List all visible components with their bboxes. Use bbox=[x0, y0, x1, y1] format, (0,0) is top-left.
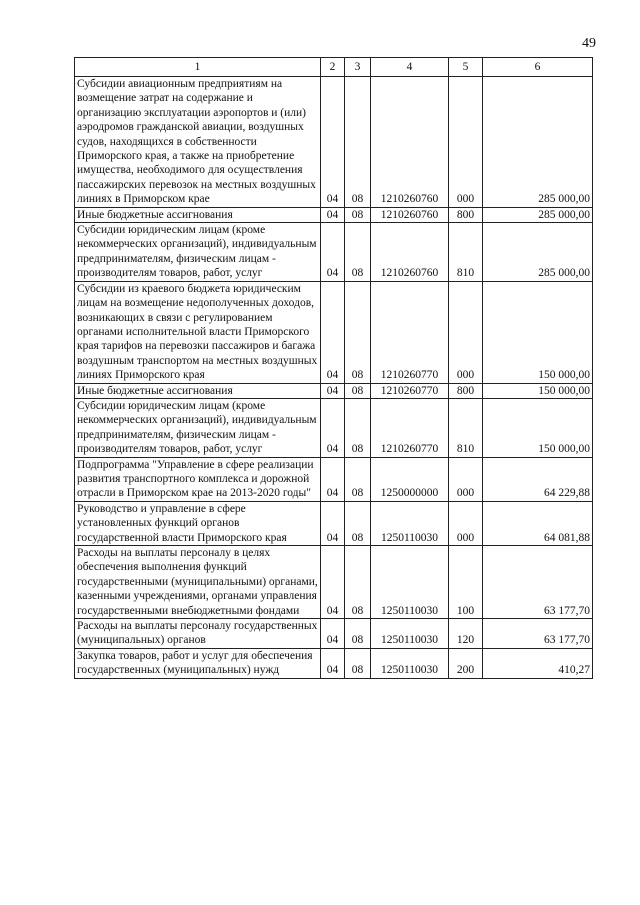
section-code-cell: 04 bbox=[321, 207, 345, 222]
expense-type-code-cell: 120 bbox=[449, 619, 483, 649]
expense-type-code-cell: 810 bbox=[449, 398, 483, 457]
item-name-cell: Руководство и управление в сфере установленных функций органов государственной власти Приморского края bbox=[75, 501, 321, 545]
target-article-code-cell: 1250110030 bbox=[371, 648, 449, 678]
subsection-code-cell: 08 bbox=[345, 77, 371, 208]
expense-type-code-cell: 200 bbox=[449, 648, 483, 678]
table-row bbox=[75, 619, 593, 649]
section-code-cell: 04 bbox=[321, 77, 345, 208]
table-header-row bbox=[75, 58, 593, 77]
amount-cell: 63 177,70 bbox=[483, 546, 593, 619]
target-article-code-cell: 1250110030 bbox=[371, 546, 449, 619]
table-row bbox=[75, 648, 593, 678]
amount-cell: 285 000,00 bbox=[483, 207, 593, 222]
item-name-cell: Расходы на выплаты персоналу государственных (муниципальных) органов bbox=[75, 619, 321, 649]
target-article-code-cell: 1210260770 bbox=[371, 398, 449, 457]
amount-cell: 63 177,70 bbox=[483, 619, 593, 649]
item-name-cell: Субсидии из краевого бюджета юридическим лицам на возмещение недополученных доходов, возникающих в связи с регулированием органами исполнительной власти Приморского края тарифов на перевозки пассажиров и багажа воздушным транспортом на местных воздушных линиях Приморского края bbox=[75, 281, 321, 383]
section-code-cell: 04 bbox=[321, 648, 345, 678]
subsection-code-cell: 08 bbox=[345, 383, 371, 398]
page-number: 49 bbox=[582, 36, 596, 51]
section-code-cell: 04 bbox=[321, 457, 345, 501]
target-article-code-cell: 1250110030 bbox=[371, 501, 449, 545]
item-name-cell: Расходы на выплаты персоналу в целях обеспечения выполнения функций государственными (муниципальными) органами, казенными учреждениями, органами управления государственными внебюджетными фондами bbox=[75, 546, 321, 619]
table-body bbox=[75, 77, 593, 679]
expense-type-code-cell: 000 bbox=[449, 457, 483, 501]
amount-cell: 285 000,00 bbox=[483, 223, 593, 282]
budget-table bbox=[74, 57, 593, 679]
table-row bbox=[75, 457, 593, 501]
amount-cell: 410,27 bbox=[483, 648, 593, 678]
column-header: 4 bbox=[371, 58, 449, 77]
section-code-cell: 04 bbox=[321, 619, 345, 649]
expense-type-code-cell: 000 bbox=[449, 501, 483, 545]
expense-type-code-cell: 800 bbox=[449, 207, 483, 222]
subsection-code-cell: 08 bbox=[345, 223, 371, 282]
section-code-cell: 04 bbox=[321, 501, 345, 545]
expense-type-code-cell: 800 bbox=[449, 383, 483, 398]
subsection-code-cell: 08 bbox=[345, 619, 371, 649]
subsection-code-cell: 08 bbox=[345, 501, 371, 545]
target-article-code-cell: 1210260760 bbox=[371, 223, 449, 282]
column-header: 3 bbox=[345, 58, 371, 77]
expense-type-code-cell: 000 bbox=[449, 281, 483, 383]
subsection-code-cell: 08 bbox=[345, 207, 371, 222]
target-article-code-cell: 1250000000 bbox=[371, 457, 449, 501]
section-code-cell: 04 bbox=[321, 398, 345, 457]
table-row bbox=[75, 281, 593, 383]
table-row bbox=[75, 383, 593, 398]
table-row bbox=[75, 223, 593, 282]
column-header: 5 bbox=[449, 58, 483, 77]
amount-cell: 64 081,88 bbox=[483, 501, 593, 545]
subsection-code-cell: 08 bbox=[345, 546, 371, 619]
item-name-cell: Иные бюджетные ассигнования bbox=[75, 383, 321, 398]
target-article-code-cell: 1210260770 bbox=[371, 281, 449, 383]
section-code-cell: 04 bbox=[321, 383, 345, 398]
expense-type-code-cell: 810 bbox=[449, 223, 483, 282]
subsection-code-cell: 08 bbox=[345, 398, 371, 457]
item-name-cell: Иные бюджетные ассигнования bbox=[75, 207, 321, 222]
table-row bbox=[75, 207, 593, 222]
amount-cell: 150 000,00 bbox=[483, 398, 593, 457]
column-header: 2 bbox=[321, 58, 345, 77]
target-article-code-cell: 1210260760 bbox=[371, 77, 449, 208]
item-name-cell: Субсидии юридическим лицам (кроме некоммерческих организаций), индивидуальным предпринимателям, физическим лицам - производителям товаров, работ, услуг bbox=[75, 223, 321, 282]
target-article-code-cell: 1250110030 bbox=[371, 619, 449, 649]
subsection-code-cell: 08 bbox=[345, 457, 371, 501]
item-name-cell: Субсидии юридическим лицам (кроме некоммерческих организаций), индивидуальным предпринимателям, физическим лицам - производителям товаров, работ, услуг bbox=[75, 398, 321, 457]
target-article-code-cell: 1210260760 bbox=[371, 207, 449, 222]
amount-cell: 64 229,88 bbox=[483, 457, 593, 501]
target-article-code-cell: 1210260770 bbox=[371, 383, 449, 398]
section-code-cell: 04 bbox=[321, 546, 345, 619]
subsection-code-cell: 08 bbox=[345, 281, 371, 383]
column-header: 6 bbox=[483, 58, 593, 77]
item-name-cell: Субсидии авиационным предприятиям на возмещение затрат на содержание и организацию эксплуатации аэропортов и (или) аэродромов гражданской авиации, воздушных судов, находящихся в собственности Приморского края, а также на приобретение имущества, необходимого для осуществления пассажирских перевозок на местных воздушных линиях в Приморском крае bbox=[75, 77, 321, 208]
amount-cell: 150 000,00 bbox=[483, 383, 593, 398]
table-row bbox=[75, 501, 593, 545]
item-name-cell: Закупка товаров, работ и услуг для обеспечения государственных (муниципальных) нужд bbox=[75, 648, 321, 678]
item-name-cell: Подпрограмма "Управление в сфере реализации развития транспортного комплекса и дорожной отрасли в Приморском крае на 2013-2020 годы" bbox=[75, 457, 321, 501]
amount-cell: 150 000,00 bbox=[483, 281, 593, 383]
section-code-cell: 04 bbox=[321, 223, 345, 282]
table-row bbox=[75, 77, 593, 208]
expense-type-code-cell: 000 bbox=[449, 77, 483, 208]
amount-cell: 285 000,00 bbox=[483, 77, 593, 208]
subsection-code-cell: 08 bbox=[345, 648, 371, 678]
table-row bbox=[75, 546, 593, 619]
section-code-cell: 04 bbox=[321, 281, 345, 383]
table-row bbox=[75, 398, 593, 457]
expense-type-code-cell: 100 bbox=[449, 546, 483, 619]
column-header: 1 bbox=[75, 58, 321, 77]
